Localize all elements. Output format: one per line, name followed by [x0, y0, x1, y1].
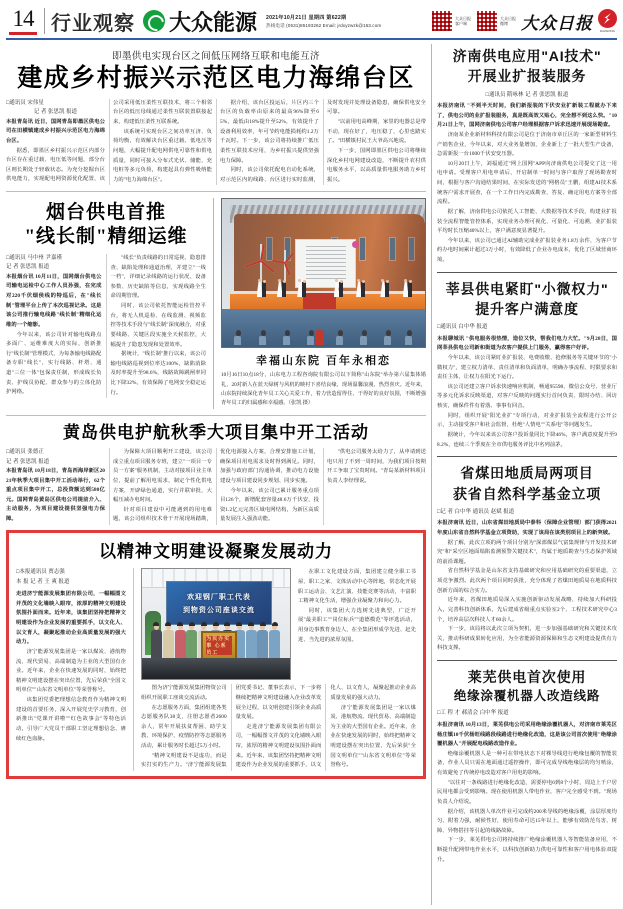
story-lead	[6, 48, 426, 185]
story-laiwu-byline: □工 程 才 郝清会 白中华 报道	[437, 710, 509, 717]
byline-line1: □通讯员 马中州 尹嘉瑾	[6, 254, 62, 261]
section-divider	[437, 660, 617, 661]
story-yantai-para-2: "线长"负责线路的日常巡视、隐患排查、缺陷处理和通道治理，并建立"一线一档"，详细记录线路的运行状况、设备参数、历史缺陷等信息，实现线路全生命周期管理。	[110, 254, 206, 300]
feature-para-1: 济宁能源发展集团是一家以煤炭、港航物流、现代贸易、高端制造为主业的大型国有企业。近年来，企业在快速发展的同时，始终把精神文明建设摆在突出位置，先后荣获"全国文明单位""山东省文明单位"等荣誉称号。	[16, 648, 126, 694]
story-lead-byline	[6, 99, 105, 118]
qr-label-weibo	[500, 16, 516, 26]
feature-para-repeat-0: 走进济宁能源发展集团有限公司，一幅幅图文并茂的文化墙映入眼帘，浓厚的精神文明建设氛围扑面而来。近年来，该集团坚持把精神文明建设作为企业发展的重要抓手，以文化人、以文育人，凝聚起推动企业高质量发展的强大动力。	[235, 685, 416, 769]
headline-line2: 获省自然科学基金立项	[453, 485, 601, 502]
para-1: 今年以来，该公司紧盯业扩报装、电费收缴、抢修服务等关键环节的"小微权力"，建立权力清单、责任清单和负面清单，明确办事流程、时限要求和责任主体，让权力在阳光下运行。	[437, 354, 617, 381]
section-divider	[437, 456, 617, 457]
headline-line2: "线长制"精细运维	[24, 226, 188, 248]
story-laiwu-body	[437, 721, 617, 865]
section-divider	[6, 415, 426, 416]
feature-col-right	[141, 568, 416, 771]
story-lead-para-0: 本报青岛讯 近日，国网青岛即墨区供电公司在田横镇建成乡村振兴示范区电力海绵台区。	[6, 118, 105, 144]
para-1: 据了解，此次立项的两个项目分别为"深部煤层气富集规律与开发技术研究"和"采空区地面塌陷监测预警关键技术"，均属于地质勘查与生态保护领域的前沿课题。	[437, 539, 617, 565]
feature-para-5: 在志愿服务方面，集团组建各类志愿服务队38支，注册志愿者2600余人，常年开展扶贫帮困、助学支教、环境保护、疫情防控等志愿服务活动，累计服务时长超过5万小时。	[141, 704, 227, 750]
para-4: 下一步，该局将以此次立项为契机，进一步加强基础研究和关键技术攻关，推动科研成果转化应用，为全省能源资源保障和生态文明建设提供有力科技支撑。	[437, 626, 617, 652]
para-0: 本报济南讯 "不到半天时间，我们新报装的下伏安业扩新装工程就办下来了，供电公司的业扩报装服务，真是既高效又贴心，完全想不到这么快。"10月21日上午，国网济南供电公司客户经理根据客户诉求迅速开展现场勘查。	[437, 103, 617, 129]
story-shenxian-byline: □通讯员 白中华 报道	[437, 324, 488, 331]
story-lead-cont-0: 同时，该公司依托配电自动化系统，对示范区内的线路、台区进行实时监测，及时发现并处理设备隐患，确保供电安全可靠。	[220, 99, 426, 183]
para-0: 本报聊城讯 "供电服务很热情，造位又快，帮我们电力大忙。"9月28日，国网莘县供电公司新和街道为农客户提供上门服务，赢得客户好评。	[437, 335, 617, 352]
byline-line1: □通讯员 张德正	[6, 449, 44, 456]
feature-para-6: "精神文明建设不是虚功，而是实打实的生产力。"济宁能源发展集团党委书记、董事长表示，下一步将继续把精神文明建设融入企业改革发展全过程，以文明创建引领企业高质量发展。	[141, 685, 322, 769]
left-column	[6, 44, 426, 905]
story-huangdao-para-2: 针对项目建设中可能遇到的用电难题，该公司组织技术骨干开展现场踏勘，优化电源接入方案，合理安排施工计划，确保项目用电需求及时得到满足。同时，加强与政府部门沟通协调，推动电力设施建设与项目建设同步规划、同步实施。	[113, 449, 319, 523]
headline-line1: 济南供电应用"AI技术"	[452, 48, 602, 64]
story-shenxian-body	[437, 335, 617, 451]
section-name: 行业观察	[51, 12, 135, 35]
story-lead-para-1: 据悉，即墨区乡村振兴示范区内部分台区存在重过载、电压低等问题，部分台区则长期处于轻载状态。为充分挖掘台区供电能力，实现配电网资源优化配置，该公司采用低压柔性互联技术，将三个相邻台区的低压母线通过柔性互联装置联接起来，构建低压柔性互联系统。	[6, 99, 212, 183]
story-lead-para-2: 该系统可实现台区之间功率互济、负荷均衡，有效解决台区重过载、低电压等问题，大幅提升配电网供电可靠性和供电质量，同时可接入分布式光伏、储能、充电桩等多元负荷，构建起具有弹性吸纳能力的"电力海绵台区"。	[113, 128, 212, 183]
page-number-underline	[9, 32, 37, 35]
story-huangdao-para-1: 为保障大项目顺利开工建设，该公司成立重点项目服务专班，建立"一项目一专员一方案"服务机制，主动对接项目业主单位，提前了解用电需求，制定个性化供电方案，开辟绿色通道，实行并联审批，大幅压减办电时间。	[113, 449, 212, 504]
para-2: 该公司还建立客户诉求快速响应机制，畅通95598、微信公众号、营业厅等多元化诉求反映渠道，对客户反映的问题实行首问负责、限时办结、回访核实，确保件件有着落、事事有回音。	[437, 383, 617, 410]
byline-line2: 记 者 张思凯 报道	[6, 264, 50, 271]
page-number: 14	[12, 6, 34, 31]
para-0: 本报济南讯 10月13日，莱芜供电公司采用绝缘涂覆机器人，对济南市莱芜区杨庄镇10千伏杨旺线路段线路进行绝缘化改造，这是该公司首次使用"绝缘涂覆机器人"开展配电线路改造作业。	[437, 721, 617, 748]
photo-wedding-block	[221, 198, 426, 408]
para-2: 10月20日上午，刘福通过"网上国网"APP向济南供电公司提交了这一用电申请。受理客户用电申请后，开启制单一时间与客户取得了现场勘查时间，根据与客户沟通结果时间，在实际发送的"网格员"王鹏，组建AI技术系统客户需求开展查，在一个工作日内完成勘查、答复、确定用电方案等全部流程。	[437, 160, 617, 206]
qr-label-app	[455, 16, 471, 26]
story-yantai-para-1: 今年以来，该公司针对输电线路点多面广、运维难度大的实际，创新推行"线长制"管理模式，为每条输电线路配备专职"线长"，实行线路、杆塔、通道"三位一体"包保责任制，形成线长负责、护线员协配、群众参与的立体化防护网络。	[6, 331, 102, 396]
story-laiwu	[437, 667, 617, 865]
qr-label-line1: 大众日报	[500, 16, 516, 21]
story-lead-kicker: 即墨供电实现台区之间低压网络互联和电能互济	[112, 52, 320, 62]
story-lead-cont-1: "以前用电高峰期，家里的电器总是带不动，现在好了，电压稳了，心里也踏实了。"田横镇村民王大爷高兴地说。	[327, 119, 426, 145]
story-huangdao-byline	[6, 448, 105, 467]
feature-body-b	[298, 568, 416, 680]
story-coalfield-headline	[437, 463, 617, 504]
page-body	[6, 44, 617, 905]
headline-line2: 开展业扩报装服务	[467, 68, 587, 85]
masthead	[6, 4, 617, 38]
para-1: 绝缘涂覆机器人是一种可在带电状态下对裸导线进行绝缘包覆的智能装备，作业人员只需在地面通过遥控操作，即可完成导线绝缘层的均匀喷涂，有效避免了传统停电改造对客户用电的影响。	[437, 750, 617, 777]
para-3: 据介绍，该机器人单次作业可完成约200米导线的绝缘涂覆，涂层厚度均匀、附着力强，耐候性好，使用寿命可达15年以上，能够有效防范鸟害、树障、异物搭挂等引起的线路故障。	[437, 808, 617, 834]
story-yantai-para-0: 本报烟台讯 10月11日，国网烟台供电公司输电运检中心工作人员孙强，在完成对220千伏烟侯线的特巡后，在"线长制"管理平台上传了本次巡视记录。这是该公司推行输电线路"线长制"精细化运维的一个缩影。	[6, 273, 102, 328]
leaf-circle-icon	[143, 10, 165, 32]
feature-para-2: 该集团党委把理想信念教育作为精神文明建设的首要任务，深入开展党史学习教育，创新推出"党课开讲啦""红色故事会"等特色活动，引导广大党员干部职工坚定理想信念、赓续红色血脉。	[16, 697, 126, 742]
paper-seal-caption: DAZHONG	[600, 29, 615, 33]
para-3: 近年来，省煤田地质局深入实施创新驱动发展战略，持续加大科研投入，完善科技创新体系，先后建成省级重点实验室2个、工程技术研究中心3个，培养高层次科技人才60余人。	[437, 597, 617, 623]
feature-para-3: 在职工文化建设方面，集团建立健全职工书屋、职工之家、文体活动中心等阵地，常态化开展职工运动会、文艺汇演、技能竞赛等活动，丰富职工精神文化生活，增强企业凝聚力和向心力。	[298, 569, 416, 605]
story-huangdao	[6, 422, 426, 525]
qr-label-line2: 客户端	[455, 21, 467, 26]
feature-byline	[16, 568, 126, 587]
feature-para-0: 走进济宁能源发展集团有限公司，一幅幅图文并茂的文化墙映入眼帘，浓厚的精神文明建设氛围扑面而来。近年来，该集团坚持把精神文明建设作为企业发展的重要抓手，以文化人、以文育人，凝聚起推动企业高质量发展的强大动力。	[16, 591, 126, 646]
photo-wedding	[221, 198, 426, 348]
story-laiwu-headline	[437, 667, 617, 705]
column-rule	[431, 44, 432, 905]
right-column	[437, 44, 617, 905]
photo-meeting-plaque: 为民办实事 心系员工	[206, 635, 231, 656]
story-yantai-body	[6, 254, 206, 398]
page-number-block	[6, 7, 40, 35]
byline-line2: 记 者 张思凯 报道	[6, 458, 50, 465]
story-yantai-byline	[6, 254, 102, 273]
qr-block-weibo[interactable]	[476, 10, 516, 32]
feature-para-repeat-1: 济宁能源发展集团是一家以煤炭、港航物流、现代贸易、高端制造为主业的大型国有企业。近年来，企业在快速发展的同时，始终把精神文明建设摆在突出位置，先后荣获"全国文明单位""山东省文明单位"等荣誉称号。	[330, 704, 416, 769]
story-yantai	[6, 198, 206, 408]
para-0: 本报济南讯 近日，山东省煤田地质局中泰科（保障企业管理）部门获得2021年度山东省自然科学基金立项资助，实现了该局在该类别项目上的新突破。	[437, 520, 617, 536]
headline-line2: 提升客户满意度	[475, 300, 579, 317]
qr-label-line1: 大众日报	[455, 16, 471, 21]
dazhong-seal-icon	[598, 9, 617, 28]
byline-line1: □通讯员 宋伟星	[6, 99, 44, 106]
feature-col-left	[16, 568, 126, 771]
photo-meeting	[141, 568, 291, 680]
photo-wedding-credit: 10月16日10点18分，山东电力工程咨询院有限公司以下简称"山东院"举办第六届集体婚礼，20对新人在蓝天绿树与风机的映衬下喜结良缘，现场温馨浪漫、热烈喜庆。近年来，山东院持续深化青年员工关心关爱工作，着力营造留得住、干得好的良好氛围，不断增强青年员工的归属感和幸福感。（张凯 摄）	[221, 372, 426, 407]
story-jinan-ai-body	[437, 102, 617, 266]
byline-line1: □本报通讯员 贾志强	[16, 569, 65, 576]
story-jinan-ai-byline: □通讯员 隋咏林 记 者 张思凯 报道	[485, 91, 569, 98]
story-lead-headline: 建成乡村振兴示范区电力海绵台区	[17, 64, 415, 92]
byline-line2: 记 者 张思凯 报道	[33, 109, 78, 116]
story-2-photo-block	[6, 198, 426, 408]
story-yantai-headline	[6, 201, 206, 249]
para-4: 今年以来，该公司已通过AI辅助完成业扩报装业务1.8万余件，为客户节约办电时间累计超过3万小时，有效降低了企业办电成本，优化了区域营商环境。	[437, 237, 617, 264]
masthead-meta	[266, 14, 381, 29]
feature-box	[6, 530, 426, 779]
masthead-rule	[6, 38, 617, 40]
para-3: 同时，组织开展"阳光业扩"专项行动，对业扩报装全流程进行公开公示，主动接受客户和社会监督，杜绝"人情电""关系电"等问题发生。	[437, 412, 617, 429]
masthead-right	[431, 9, 617, 34]
story-huangdao-para-4: "供电公司服务太给力了，从申请到送电只用了不到一周时间，为我们项目按期开工争取了宝贵时间。"青岛某新材料项目负责人李经理说。	[327, 449, 426, 484]
story-yantai-para-4: 据统计，"线长制"推行以来，该公司输电线路巡视到位率达100%，缺陷消除及时率提升至98.6%，线路故障跳闸率同比下降32%，有效保障了电网安全稳定运行。	[110, 351, 206, 396]
photo-meeting-screen-line2: 到物资公司座谈交流	[182, 606, 255, 614]
para-4: 下一步，莱芜供电公司将持续推广绝缘涂覆机器人等智能装备应用，不断提升配网带电作业水平，以科技创新助力供电可靠性和客户用电体验双提升。	[437, 837, 617, 863]
byline-line2: 本 报 记 者 王 爽 报道	[16, 578, 70, 585]
section-divider	[437, 272, 617, 273]
story-coalfield	[437, 463, 617, 654]
qr-code-icon[interactable]	[476, 10, 498, 32]
story-shenxian	[437, 279, 617, 451]
story-shenxian-headline	[437, 279, 617, 320]
para-2: "以往对一条线路进行绝缘化改造，需要停电6到8个小时，周边上千户居民用电都会受到影响。现在使用机器人带电作业，客户完全感受不到。"现场负责人介绍说。	[437, 779, 617, 805]
section-divider	[6, 191, 426, 192]
publication-date: 2021年10月21日 星期四 第622期	[266, 14, 347, 21]
feature-body-a	[16, 590, 126, 744]
photo-meeting-screen-line1: 欢迎钢厂职工代表	[186, 593, 251, 601]
story-coalfield-byline: □记 者 白中华 通讯员 赵斌 报道	[437, 508, 515, 515]
contact-line: 热线电话 (0531)85193262 Email: jrdxyzwzk@163.com	[266, 22, 382, 28]
story-huangdao-para-3: 今年以来，该公司已累计服务重点项目126个，新增配套容量48.6万千伏安，投资1.2亿元完善区域电网结构，为新区高质量发展注入强劲动能。	[220, 487, 319, 523]
headline-line2: 绝缘涂覆机器人改造线路	[453, 689, 601, 704]
qr-code-icon[interactable]	[431, 10, 453, 32]
headline-line1: 省煤田地质局两项目	[460, 465, 594, 482]
para-4: 据统计，今年以来该公司客户投诉量同比下降46%，客户满意度提升至98.2%，连续三个季度在全市供电服务评比中名列前茅。	[437, 431, 617, 448]
brand-name: 大众能源	[169, 9, 258, 35]
headline-line1: 莘县供电紧盯"小微权力"	[445, 280, 609, 297]
masthead-divider	[44, 8, 45, 34]
story-jinan-ai-headline	[437, 46, 617, 87]
paper-title: 大众日报	[521, 13, 593, 33]
headline-line1: 莱芜供电首次使用	[467, 669, 587, 686]
story-coalfield-body	[437, 519, 617, 654]
para-1: 济南某企业新材料科技有限公司是位于济南市章丘区的一家新型材料生产销售企业，今年以来，对大业务量增加，企业新上了一批大型生产设备，急需新报一台1000千伏安变压器。	[437, 131, 617, 158]
qr-block-app[interactable]	[431, 10, 471, 32]
headline-line1: 烟台供电首推	[45, 202, 166, 224]
para-3: 据了解，济南供电公司依托人工智能、大数据等技术手段，构建业扩报装全流程智能管控体系，实现业务办理可视化、可量化、可追溯，业扩报装平均时长压缩40%以上，客户满意度显著提升。	[437, 208, 617, 235]
feature-body-c	[141, 684, 416, 771]
feature-para-4: 同时，该集团大力选树先进典型，广泛开展"最美职工""岗位标兵""道德模范"等评选活动，用身边事教育身边人，在全集团形成学先进、赶先进、当先进的浓厚氛围。	[298, 607, 416, 643]
photo-wedding-caption: 幸福山东院 百年永相恋	[255, 355, 392, 368]
para-2: 省自然科学基金是山东省支持基础研究和应用基础研究的重要渠道，立项竞争激烈。此次两个项目同时获批，充分体现了省煤田地质局在地质科技创新方面的综合实力。	[437, 568, 617, 594]
qr-label-line2: 微博	[500, 21, 508, 26]
story-huangdao-headline: 黄岛供电护航秋季大项目集中开工活动	[63, 422, 369, 442]
story-huangdao-para-0: 本报青岛讯 10月18日，青岛西海岸新区2021年秋季大项目集中开工活动举行，62个重点项目集中开工，总投资额达到580亿元。国网青岛黄岛区供电公司提前介入、主动服务，为项目建设提供坚强电力保障。	[6, 467, 105, 523]
story-yantai-para-3: 同时，该公司依托智能运检管控平台，将无人机巡检、在线监测、视频监控等技术手段与"线长制"深度融合，对重要线路、关键区段实施全天候监控，大幅提升了隐患发现和处置效率。	[110, 303, 206, 348]
story-jinan-ai	[437, 46, 617, 266]
story-lead-para-3: 据介绍，该台区投运后，片区内三个台区的负载率由原来的最高96%降至65%，最低由18%提升至52%，有效提升了设备利用效率，年可节约电能损耗约1.2万千瓦时。下一步，该公司将持续推广低压柔性互联技术应用，为乡村振兴提供坚强电力保障。	[220, 99, 319, 164]
story-lead-cont-2: 下一步，国网即墨区供电公司将继续深化乡村电网建设改造，不断提升农村供电服务水平，以高质量供电服务助力乡村振兴。	[327, 147, 426, 183]
feature-headline: 以精神文明建设凝聚发展动力	[99, 542, 333, 562]
feature-photo-credit: 图为济宁能源发展集团物资公司组织开展职工座谈交流活动。	[141, 685, 227, 701]
